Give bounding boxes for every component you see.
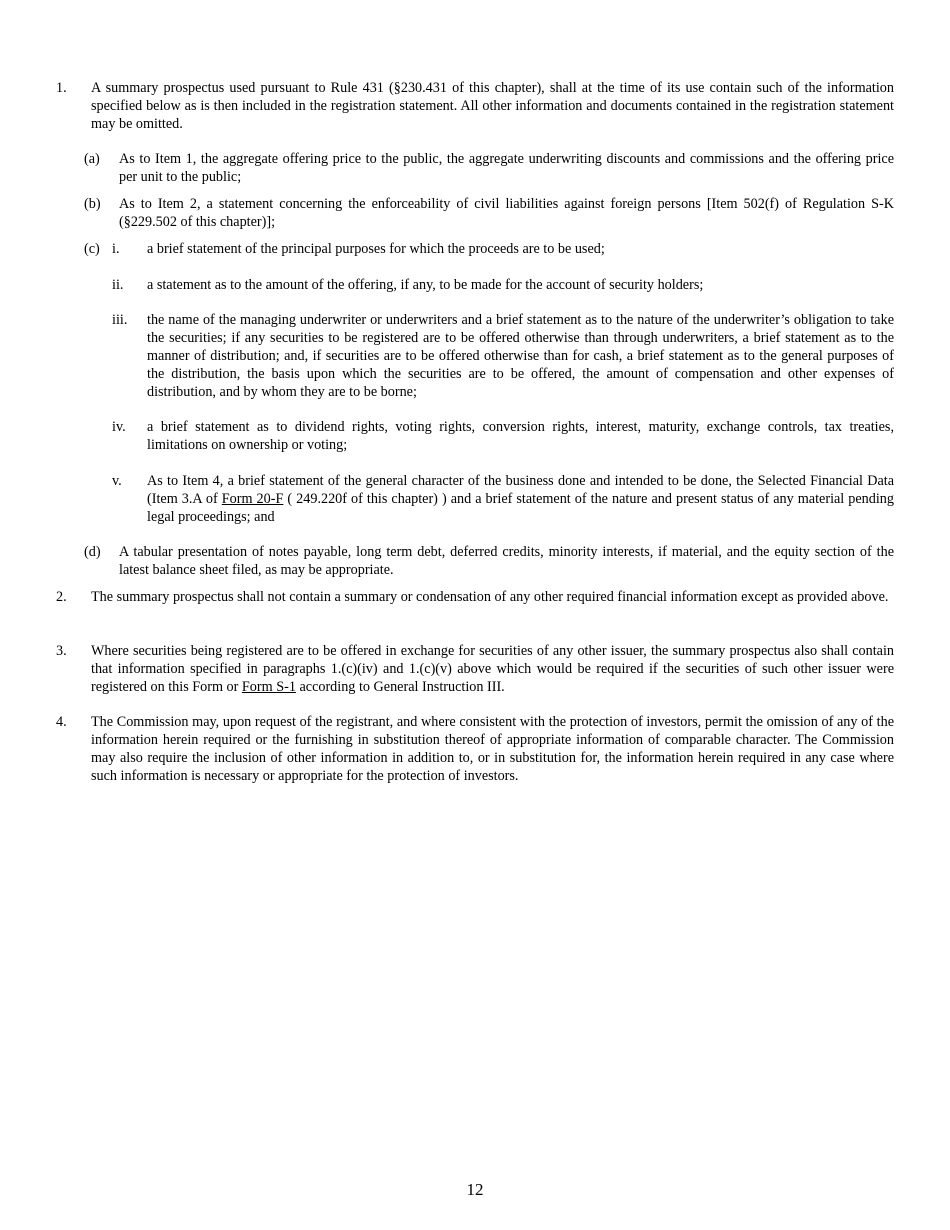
subitem-label: (a) [84, 151, 100, 167]
roman-text [147, 472, 894, 526]
item-number: 2. [56, 589, 67, 605]
item-text: The summary prospectus shall not contain a summary or condensation of any other required financial information except as provided above. [91, 589, 889, 605]
roman-text: a brief statement of the principal purposes for which the proceeds are to be used; [147, 241, 605, 257]
form-s1-link[interactable]: Form S-1 [241, 679, 296, 695]
roman-text-part: As to Item 4, a brief statement of the general character of the business done and intended to be done, the Selected Financial Data (Item 3.A of [147, 473, 894, 507]
roman-text-part: ( 249.220f of this chapter) ) and a brief statement of the nature and present status of any material pending legal proceedings; and [147, 491, 894, 525]
subitem-label: (c) [84, 241, 100, 257]
item-number: 4. [56, 714, 67, 730]
roman-label: ii. [112, 277, 124, 293]
form-20f-link[interactable]: Form 20-F [221, 491, 284, 507]
subitem-text: As to Item 1, the aggregate offering price to the public, the aggregate underwriting discounts and commissions and the offering price per unit to the public; [119, 151, 894, 185]
roman-text: a brief statement as to dividend rights, voting rights, conversion rights, interest, maturity, exchange controls, tax treaties, limitations on ownership or voting; [147, 419, 894, 453]
item-number: 1. [56, 80, 67, 96]
subitem-text: A tabular presentation of notes payable, long term debt, deferred credits, minority interests, if material, and the equity section of the latest balance sheet filed, as may be appropriate. [119, 544, 894, 578]
item-text [91, 642, 894, 696]
roman-label: i. [112, 241, 120, 257]
roman-label: iii. [112, 312, 128, 328]
subitem-label: (b) [84, 196, 101, 212]
page-number: 12 [466, 1180, 484, 1199]
subitem-label: (d) [84, 544, 101, 560]
roman-text: the name of the managing underwriter or underwriters and a brief statement as to the nature of the underwriter’s obligation to take the securities; if any securities to be registered are to be offered otherwise than through underwriters, a brief statement as to the manner of distribution; and, if securities are to be offered otherwise than for cash, a brief statement as to the general purposes of the distribution, the basis upon which the securities are to be offered, the amount of compensation and other expenses of distribution, and by whom they are to be borne; [147, 312, 894, 400]
item-text-part: Where securities being registered are to be offered in exchange for securities of any other issuer, the summary prospectus also shall contain that information specified in paragraphs 1.(c)(iv) and 1.(c)(v) above which would be required if the securities of such other issuer were registered on this Form or [91, 643, 894, 695]
roman-label: iv. [112, 419, 126, 435]
item-number: 3. [56, 643, 67, 659]
item-text: A summary prospectus used pursuant to Rule 431 (§230.431 of this chapter), shall at the time of its use contain such of the information specified below as is then included in the registration statement. All other information and documents contained in the registration statement may be omitted. [91, 80, 894, 132]
item-text: The Commission may, upon request of the registrant, and where consistent with the protection of investors, permit the omission of any of the information herein required or the furnishing in substitution thereof of appropriate information of comparable character. The Commission may also require the inclusion of other information in addition to, or in substitution for, the information herein required in any case where such information is necessary or appropriate for the protection of investors. [91, 714, 894, 784]
roman-text: a statement as to the amount of the offering, if any, to be made for the account of security holders; [147, 277, 704, 293]
subitem-text: As to Item 2, a statement concerning the enforceability of civil liabilities against foreign persons [Item 502(f) of Regulation S-K (§229.502 of this chapter)]; [119, 196, 894, 230]
roman-label: v. [112, 473, 122, 489]
item-text-part: according to General Instruction III. [295, 679, 505, 695]
